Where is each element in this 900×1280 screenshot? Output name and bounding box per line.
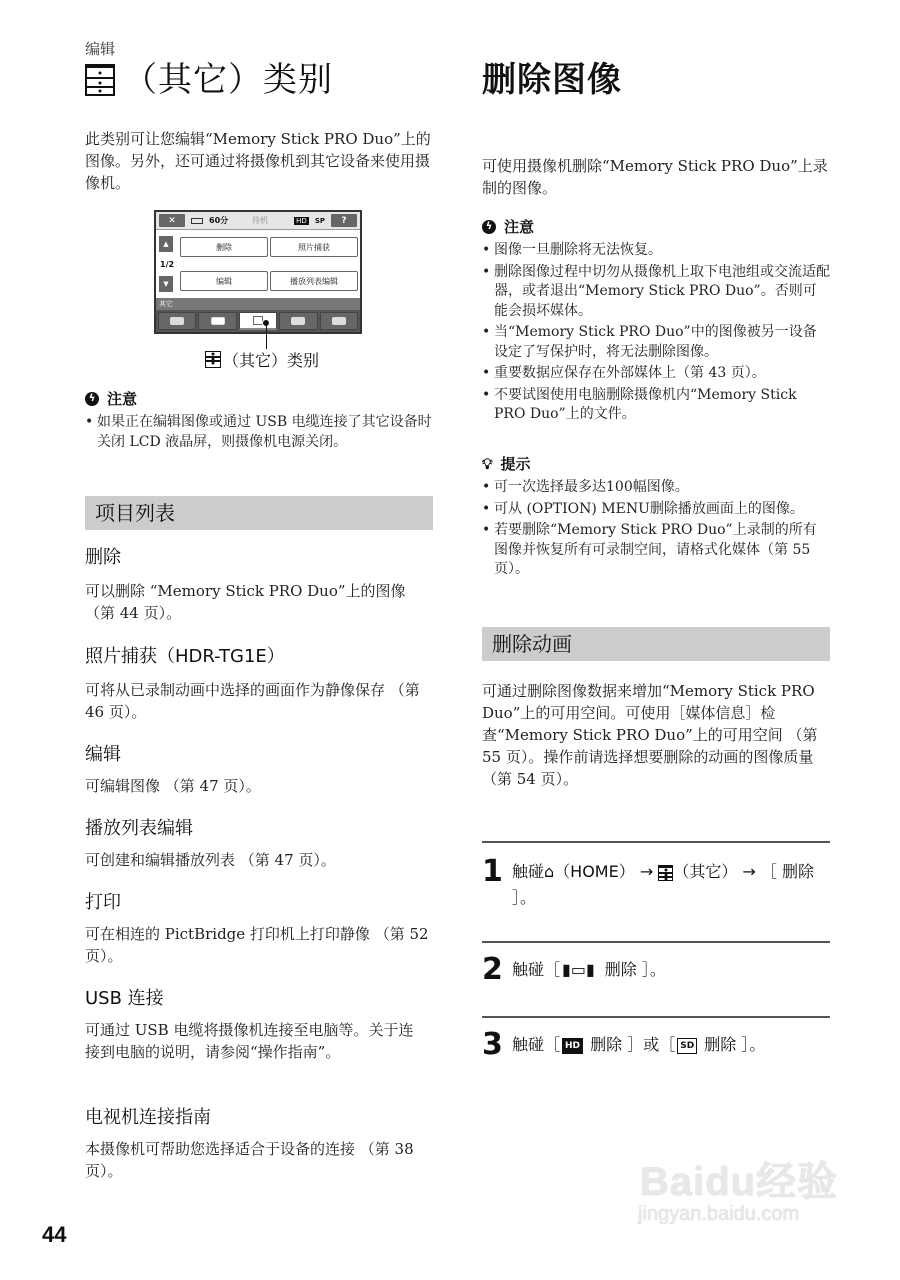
right-intro: 可使用摄像机删除“Memory Stick PRO Duo”上录制的图像。 xyxy=(482,157,828,197)
baidu-watermark xyxy=(640,1150,838,1226)
item-desc-delete: 可以删除 “Memory Stick PRO Duo”上的图像 （第 44 页）。 xyxy=(85,582,406,622)
step-1 xyxy=(482,855,832,911)
lcd-help-button[interactable]: ? xyxy=(331,214,357,227)
caution-icon: ϟ xyxy=(482,220,496,234)
section-label: 编辑 xyxy=(85,40,116,58)
step-text-part: 删除 ］或［ xyxy=(590,1035,676,1054)
step-number: 1 xyxy=(482,854,503,889)
step-text-part: 删除 ］。 xyxy=(704,1035,766,1054)
arrow-text: → xyxy=(742,862,756,881)
tip-item: • 可一次选择最多达100幅图像。 xyxy=(482,478,830,498)
delete-movie-header: 删除动画 xyxy=(482,627,830,661)
step-divider xyxy=(482,941,830,943)
step-number: 3 xyxy=(482,1027,503,1062)
item-list-header: 项目列表 xyxy=(85,496,433,530)
home-icon: ⌂ xyxy=(544,862,555,881)
playback-icon xyxy=(211,317,225,325)
step-text-part: ［ 删除 ］。 xyxy=(512,862,815,907)
lcd-screen-illustration xyxy=(154,210,362,334)
right-page-title: 删除图像 xyxy=(482,60,622,100)
caution-item: • 如果正在编辑图像或通过 USB 电缆连接了其它设备时关闭 LCD 液晶屏，则摄像机电源关闭。 xyxy=(85,413,435,452)
other-category-cabinet-icon xyxy=(658,865,673,881)
left-intro: 此类别可让您编辑“Memory Stick PRO Duo”上的图像。另外，还可通过将摄像机到其它设备来使用摄像机。 xyxy=(85,130,431,192)
item-title-playlist-edit: 播放列表编辑 xyxy=(85,818,193,839)
lcd-status-label: 待机 xyxy=(252,216,269,225)
lcd-battery-label: 60分 xyxy=(209,216,229,225)
step-divider xyxy=(482,841,830,843)
item-desc-usb: 可通过 USB 电缆将摄像机连接至电脑等。关于连接到电脑的说明，请参阅“操作指南”。 xyxy=(85,1021,414,1061)
lcd-menu-grid xyxy=(156,230,360,298)
step-text-part: 触碰 xyxy=(512,862,545,881)
item-desc-edit: 可编辑图像 （第 47 页）。 xyxy=(85,777,261,795)
lcd-tab-connect[interactable] xyxy=(279,312,317,330)
other-category-cabinet-icon xyxy=(85,64,115,96)
battery-icon xyxy=(191,218,203,224)
lcd-playlist-edit-button[interactable]: 播放列表编辑 xyxy=(270,271,358,291)
settings-toolbox-icon xyxy=(332,317,346,325)
step-text-part: 触碰［ xyxy=(512,1035,561,1054)
lcd-status-bar xyxy=(156,212,360,230)
step-text-part: （HOME） xyxy=(554,862,635,881)
sp-badge: SP xyxy=(314,216,325,225)
lcd-category-tabs xyxy=(156,310,360,332)
lcd-caption-text: （其它）类别 xyxy=(223,351,320,370)
lcd-page-indicator: 1/2 xyxy=(160,260,175,269)
delete-movie-desc: 可通过删除图像数据来增加“Memory Stick PRO Duo”上的可用空间。可使用［媒体信息］检查“Memory Stick PRO Duo”上的可用空间 （第 55 页）。操作前请选择想要删除的动画的图像质量 （第 54 页）。 xyxy=(482,682,818,788)
lcd-delete-button[interactable]: 删除 xyxy=(180,237,268,257)
lcd-photo-capture-button[interactable]: 照片捕获 xyxy=(270,237,358,257)
watermark-brand: Baidu经验 xyxy=(640,1160,839,1204)
caution-item: • 图像一旦删除将无法恢复。 xyxy=(482,241,830,261)
step-3 xyxy=(482,1028,765,1062)
step-2 xyxy=(482,953,666,987)
step-text xyxy=(512,1028,765,1062)
item-title-photo-capture: 照片捕获（HDR-TG1E） xyxy=(85,646,285,667)
tip-item: • 可从 (OPTION) MENU删除播放画面上的图像。 xyxy=(482,500,830,520)
item-desc-print: 可在相连的 PictBridge 打印机上打印静像 （第 52 页）。 xyxy=(85,925,429,965)
caution-title: 注意 xyxy=(504,218,535,236)
caution-icon: ϟ xyxy=(85,392,99,406)
left-title-text: （其它）类别 xyxy=(123,60,333,100)
lcd-edit-button[interactable]: 编辑 xyxy=(180,271,268,291)
left-caution-note xyxy=(85,388,435,454)
item-desc-playlist-edit: 可创建和编辑播放列表 （第 47 页）。 xyxy=(85,851,336,869)
lcd-close-button[interactable]: ✕ xyxy=(159,214,185,227)
item-title-delete: 删除 xyxy=(85,547,121,568)
caution-title: 注意 xyxy=(107,390,138,408)
caution-item: • 删除图像过程中切勿从摄像机上取下电池组或交流适配器，或者退出“Memory Stick PRO Duo”。否则可能会损坏媒体。 xyxy=(482,263,830,322)
connect-icon xyxy=(291,317,305,325)
lcd-tab-other[interactable] xyxy=(239,312,277,330)
left-page-title xyxy=(85,60,333,100)
step-number: 2 xyxy=(482,952,503,987)
tip-item: • 若要删除“Memory Stick PRO Duo”上录制的所有图像并恢复所有可录制空间，请格式化媒体（第 55 页）。 xyxy=(482,521,830,580)
lcd-tab-settings[interactable] xyxy=(320,312,358,330)
step-text xyxy=(512,953,666,987)
step-text-part: （其它） xyxy=(673,862,738,881)
hd-badge: HD xyxy=(296,216,307,225)
film-strip-icon: ▮▭▮ xyxy=(562,960,595,979)
item-title-usb: USB 连接 xyxy=(85,988,164,1009)
tips-note xyxy=(482,453,830,582)
lcd-tab-camera[interactable] xyxy=(158,312,196,330)
lcd-tab-playback[interactable] xyxy=(198,312,236,330)
item-desc-photo-capture: 可将从已录制动画中选择的画面作为静像保存 （第 46 页）。 xyxy=(85,681,420,721)
watermark-url: jingyan.baidu.com xyxy=(638,1203,800,1225)
tips-title: 提示 xyxy=(500,455,531,473)
camera-icon xyxy=(170,317,184,325)
caution-item: • 当“Memory Stick PRO Duo”中的图像被另一设备设定了写保护时，将无法删除图像。 xyxy=(482,323,830,362)
sd-quality-icon: SD xyxy=(677,1038,697,1054)
other-category-cabinet-icon xyxy=(205,351,221,368)
step-divider xyxy=(482,1016,830,1018)
lightbulb-icon: 💡︎ xyxy=(482,454,493,473)
caution-item: • 重要数据应保存在外部媒体上（第 43 页）。 xyxy=(482,364,830,384)
step-text-part: 触碰［ xyxy=(512,960,561,979)
lcd-scroll-down-button[interactable]: ▼ xyxy=(159,276,173,292)
lcd-category-label: 其它 xyxy=(156,298,360,310)
item-title-print: 打印 xyxy=(85,892,121,913)
hd-quality-icon: HD xyxy=(562,1038,583,1054)
item-title-edit: 编辑 xyxy=(85,744,121,765)
caution-item: • 不要试图使用电脑删除摄像机内“Memory Stick PRO Duo”上的文件。 xyxy=(482,386,830,425)
page-number: 44 xyxy=(42,1222,67,1247)
step-text xyxy=(512,855,832,911)
lcd-caption xyxy=(205,348,319,371)
item-desc-tv-guide: 本摄像机可帮助您选择适合于设备的连接 （第 38 页）。 xyxy=(85,1140,414,1180)
lcd-scroll-up-button[interactable]: ▲ xyxy=(159,236,173,252)
item-title-tv-guide: 电视机连接指南 xyxy=(85,1107,211,1128)
step-text-part: 删除 ］。 xyxy=(604,960,666,979)
right-caution-note xyxy=(482,216,830,427)
arrow-text: → xyxy=(639,862,654,881)
callout-line xyxy=(266,323,267,349)
